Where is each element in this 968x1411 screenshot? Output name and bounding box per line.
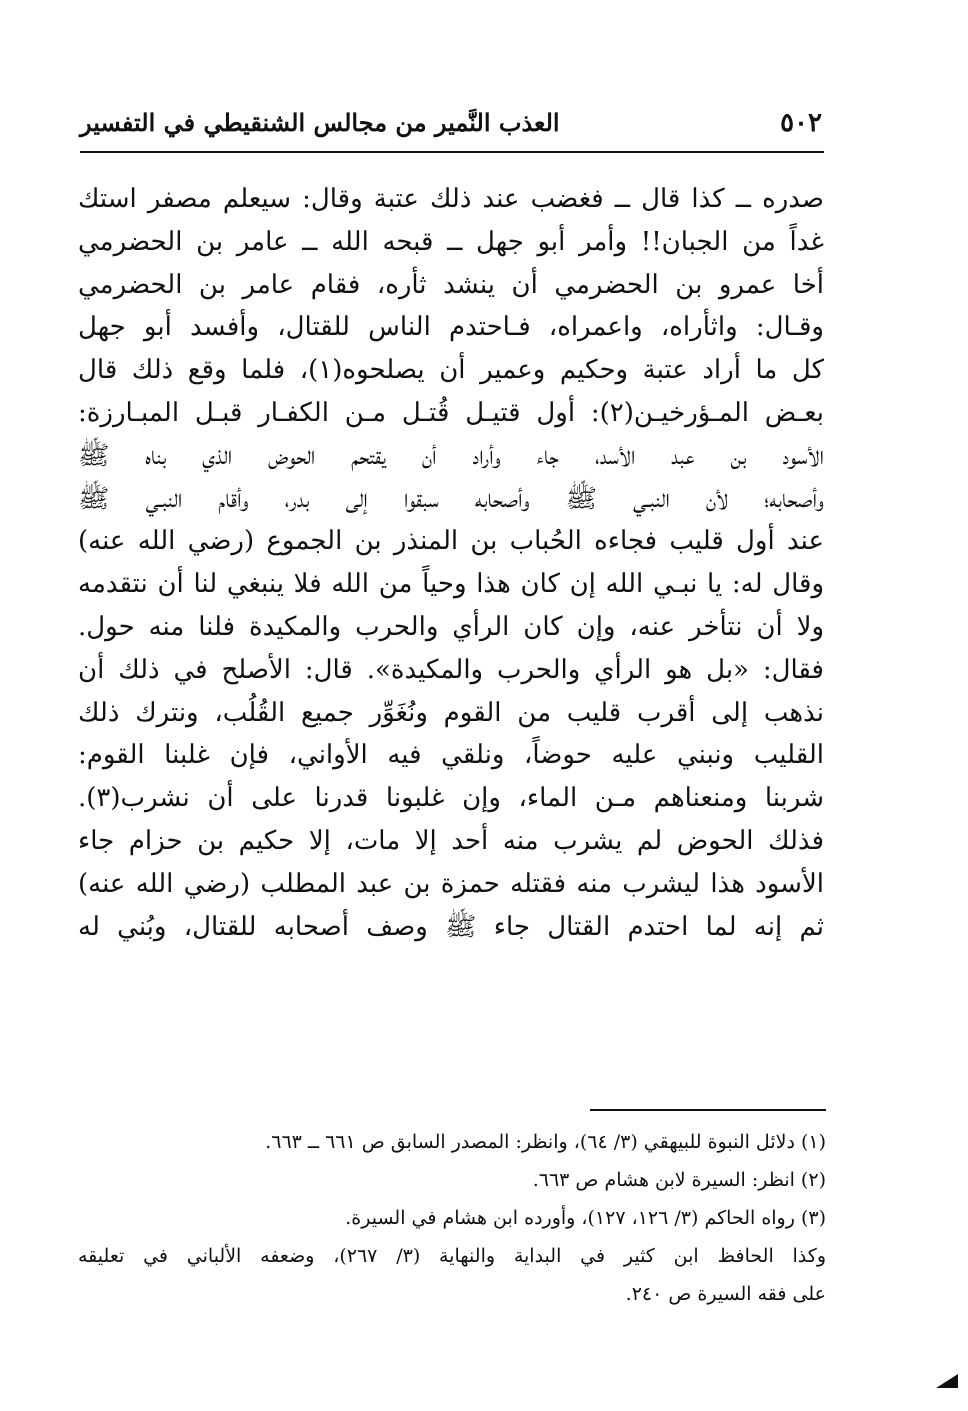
text-line: نذهب إلى أقرب قليب من القوم ونُغَوِّر جميع القُلُب، ونترك ذلك	[78, 697, 824, 728]
text-line: غداً من الجبان!! وأمر أبو جهل ــ قبحه الله ــ عامر بن الحضرمي	[78, 226, 824, 257]
page-corner-mark	[936, 1374, 958, 1388]
text-line: فقال: «بل هو الرأي والحرب والمكيدة». قال: الأصلح في ذلك أن	[78, 654, 824, 685]
header-rule	[80, 151, 824, 153]
text-line: القليب ونبني عليه حوضاً، ونلقي فيه الأواني، فإن غلبنا القوم:	[78, 740, 824, 771]
text-line: وأصحابه؛ لأن النبـي ﷺ وأصحابه سبقوا إلى بدر، وأقام النبـي ﷺ	[78, 483, 824, 514]
text-line: كل ما أراد عتبة وحكيم وعمير أن يصلحوه(١)، فلما وقع ذلك قال	[78, 355, 824, 386]
text-line: فذلك الحوض لم يشرب منه أحد إلا مات، إلا حكيم بن حزام جاء	[78, 825, 824, 856]
text-line: أخا عمرو بن الحضرمي أن ينشد ثأره، فقام عامر بن الحضرمي	[78, 269, 824, 300]
footnote-1: (١) دلائل النبوة للبيهقي (٣/ ٦٤)، وانظر: المصدر السابق ص ٦٦١ ــ ٦٦٣.	[265, 1131, 826, 1153]
text-line: الأسود بن عبد الأسد، جاء وأراد أن يقتحم الحوض الذي بناه ﷺ	[78, 440, 824, 471]
text-line: ولا أن نتأخر عنه، وإن كان الرأي والحرب والمكيدة فلنا منه حول.	[78, 611, 824, 642]
footnote-3: (٣) رواه الحاكم (٣/ ١٢٦، ١٢٧)، وأورده ابن هشام في السيرة.	[345, 1207, 826, 1229]
footnote-3-continuation: على فقه السيرة ص ٢٤٠.	[625, 1283, 826, 1305]
footnote-separator	[590, 1109, 826, 1111]
text-line: الأسود هذا ليشرب منه فقتله حمزة بن عبد المطلب (رضي الله عنه)	[78, 868, 824, 899]
page-header	[80, 104, 822, 150]
text-line: شربنا ومنعناهم مـن الماء، وإن غلبونا قدرنا على أن نشرب(٣).	[78, 783, 824, 814]
main-text	[78, 178, 824, 948]
text-line: عند أول قليب فجاءه الحُباب بن المنذر بن الجموع (رضي الله عنه)	[78, 526, 824, 557]
text-line: وقال له: يا نبـي الله إن كان هذا وحياً من الله فلا ينبغي لنا أن نتقدمه	[78, 569, 824, 600]
text-line: صدره ــ كذا قال ــ فغضب عند ذلك عتبة وقال: سيعلم مصفر استك	[78, 184, 824, 214]
page-number: ٥٠٢	[780, 108, 822, 138]
footnote-3-continuation: وكذا الحافظ ابن كثير في البداية والنهاية (٣/ ٢٦٧)، وضعفه الألباني في تعليقه	[78, 1245, 826, 1267]
footnotes	[78, 1123, 826, 1313]
text-line: بعـض المـؤرخيـن(٢): أول قتيـل قُتـل مـن الكفـار قبـل المبـارزة:	[78, 397, 824, 428]
text-line: وقـال: واثأراه، واعمراه، فـاحتدم الناس للقتال، وأفسد أبو جهل	[78, 312, 824, 343]
running-title: العذب النَّمير من مجالس الشنقيطي في التفسير	[80, 108, 560, 137]
text-line: ثم إنه لما احتدم القتال جاء ﷺ وصف أصحابه للقتال، وبُني له	[78, 911, 824, 942]
footnote-2: (٢) انظر: السيرة لابن هشام ص ٦٦٣.	[532, 1169, 826, 1191]
